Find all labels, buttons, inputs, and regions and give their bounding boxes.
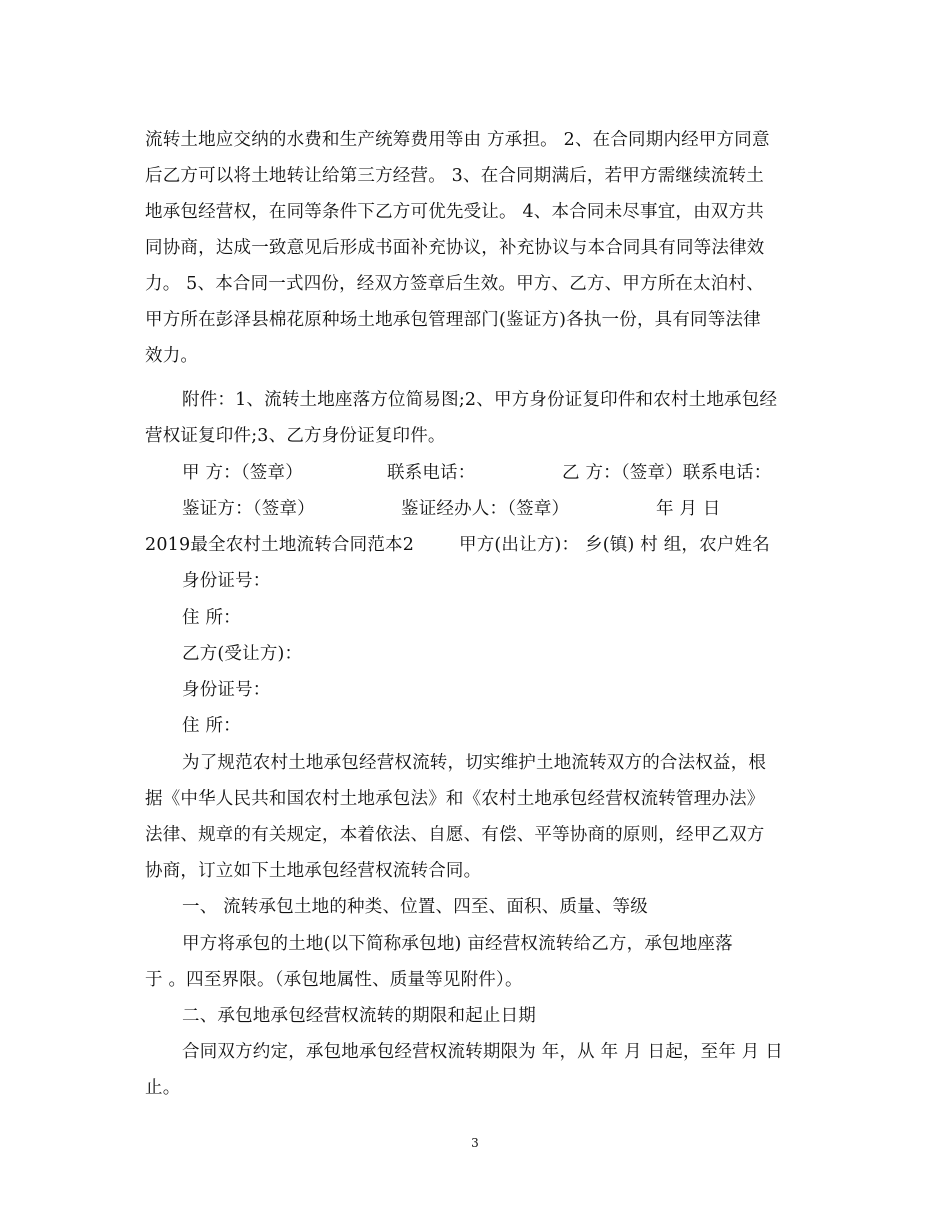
section1-title: 一、 流转承包土地的种类、位置、四至、面积、质量、等级 bbox=[182, 897, 648, 917]
contract2-title: 2019最全农村土地流转合同范本2 bbox=[145, 535, 415, 555]
party-b-header: 乙方(受让方)： bbox=[182, 644, 303, 664]
signature-date: 年 月 日 bbox=[656, 499, 721, 519]
party-a-phone: 联系电话： bbox=[387, 463, 476, 483]
attachments-line: 附件：1、流转土地座落方位简易图;2、甲方身份证复印件和农村土地承包经 bbox=[182, 390, 778, 410]
party-a-signature: 甲 方：（签章） bbox=[182, 463, 303, 483]
preamble-line: 据《中华人民共和国农村土地承包法》和《农村土地承包经营权流转管理办法》 bbox=[145, 789, 765, 809]
preamble-line: 为了规范农村土地承包经营权流转，切实维护土地流转双方的合法权益，根 bbox=[182, 753, 767, 773]
attachments-line: 营权证复印件;3、乙方身份证复印件。 bbox=[145, 426, 446, 446]
preamble-line: 法律、规章的有关规定，本着依法、自愿、有偿、平等协商的原则，经甲乙双方 bbox=[145, 825, 765, 845]
party-a-header: 甲方(出让方)： 乡(镇) 村 组，农户姓名 bbox=[459, 535, 770, 555]
text-line: 同协商，达成一致意见后形成书面补充协议，补充协议与本合同具有同等法律效 bbox=[145, 238, 765, 258]
text-line: 后乙方可以将土地转让给第三方经营。 3、在合同期满后，若甲方需继续流转土 bbox=[145, 166, 764, 186]
text-line: 流转土地应交纳的水费和生产统筹费用等由 方承担。 2、在合同期内经甲方同意 bbox=[145, 130, 770, 150]
page-number: 3 bbox=[471, 1136, 479, 1150]
party-a-address: 住 所： bbox=[182, 608, 241, 628]
section2-title: 二、承包地承包经营权流转的期限和起止日期 bbox=[182, 1006, 536, 1026]
party-b-address: 住 所： bbox=[182, 716, 241, 736]
section1-line: 甲方将承包的土地(以下简称承包地) 亩经营权流转给乙方，承包地座落 bbox=[182, 934, 733, 954]
party-b-signature-phone: 乙 方：（签章）联系电话： bbox=[562, 463, 772, 483]
text-line: 甲方所在彭泽县棉花原种场土地承包管理部门(鉴证方)各执一份，具有同等法律 bbox=[145, 310, 761, 330]
section1-line: 于 。四至界限。（承包地属性、质量等见附件）。 bbox=[145, 970, 523, 990]
party-b-id: 身份证号： bbox=[182, 680, 271, 700]
verifier-signature: 鉴证方：（签章） bbox=[182, 499, 315, 519]
text-line: 力。 5、本合同一式四份，经双方签章后生效。甲方、乙方、甲方所在太泊村、 bbox=[145, 274, 764, 294]
section2-line: 止。 bbox=[145, 1078, 181, 1098]
text-line: 地承包经营权，在同等条件下乙方可优先受让。 4、本合同未尽事宜，由双方共 bbox=[145, 202, 764, 222]
preamble-line: 协商，订立如下土地承包经营权流转合同。 bbox=[145, 861, 482, 881]
party-a-id: 身份证号： bbox=[182, 571, 271, 591]
section2-line: 合同双方约定，承包地承包经营权流转期限为 年，从 年 月 日起，至年 月 日 bbox=[182, 1042, 783, 1062]
text-line: 效力。 bbox=[145, 346, 199, 366]
verifier-agent-signature: 鉴证经办人：（签章） bbox=[401, 499, 570, 519]
